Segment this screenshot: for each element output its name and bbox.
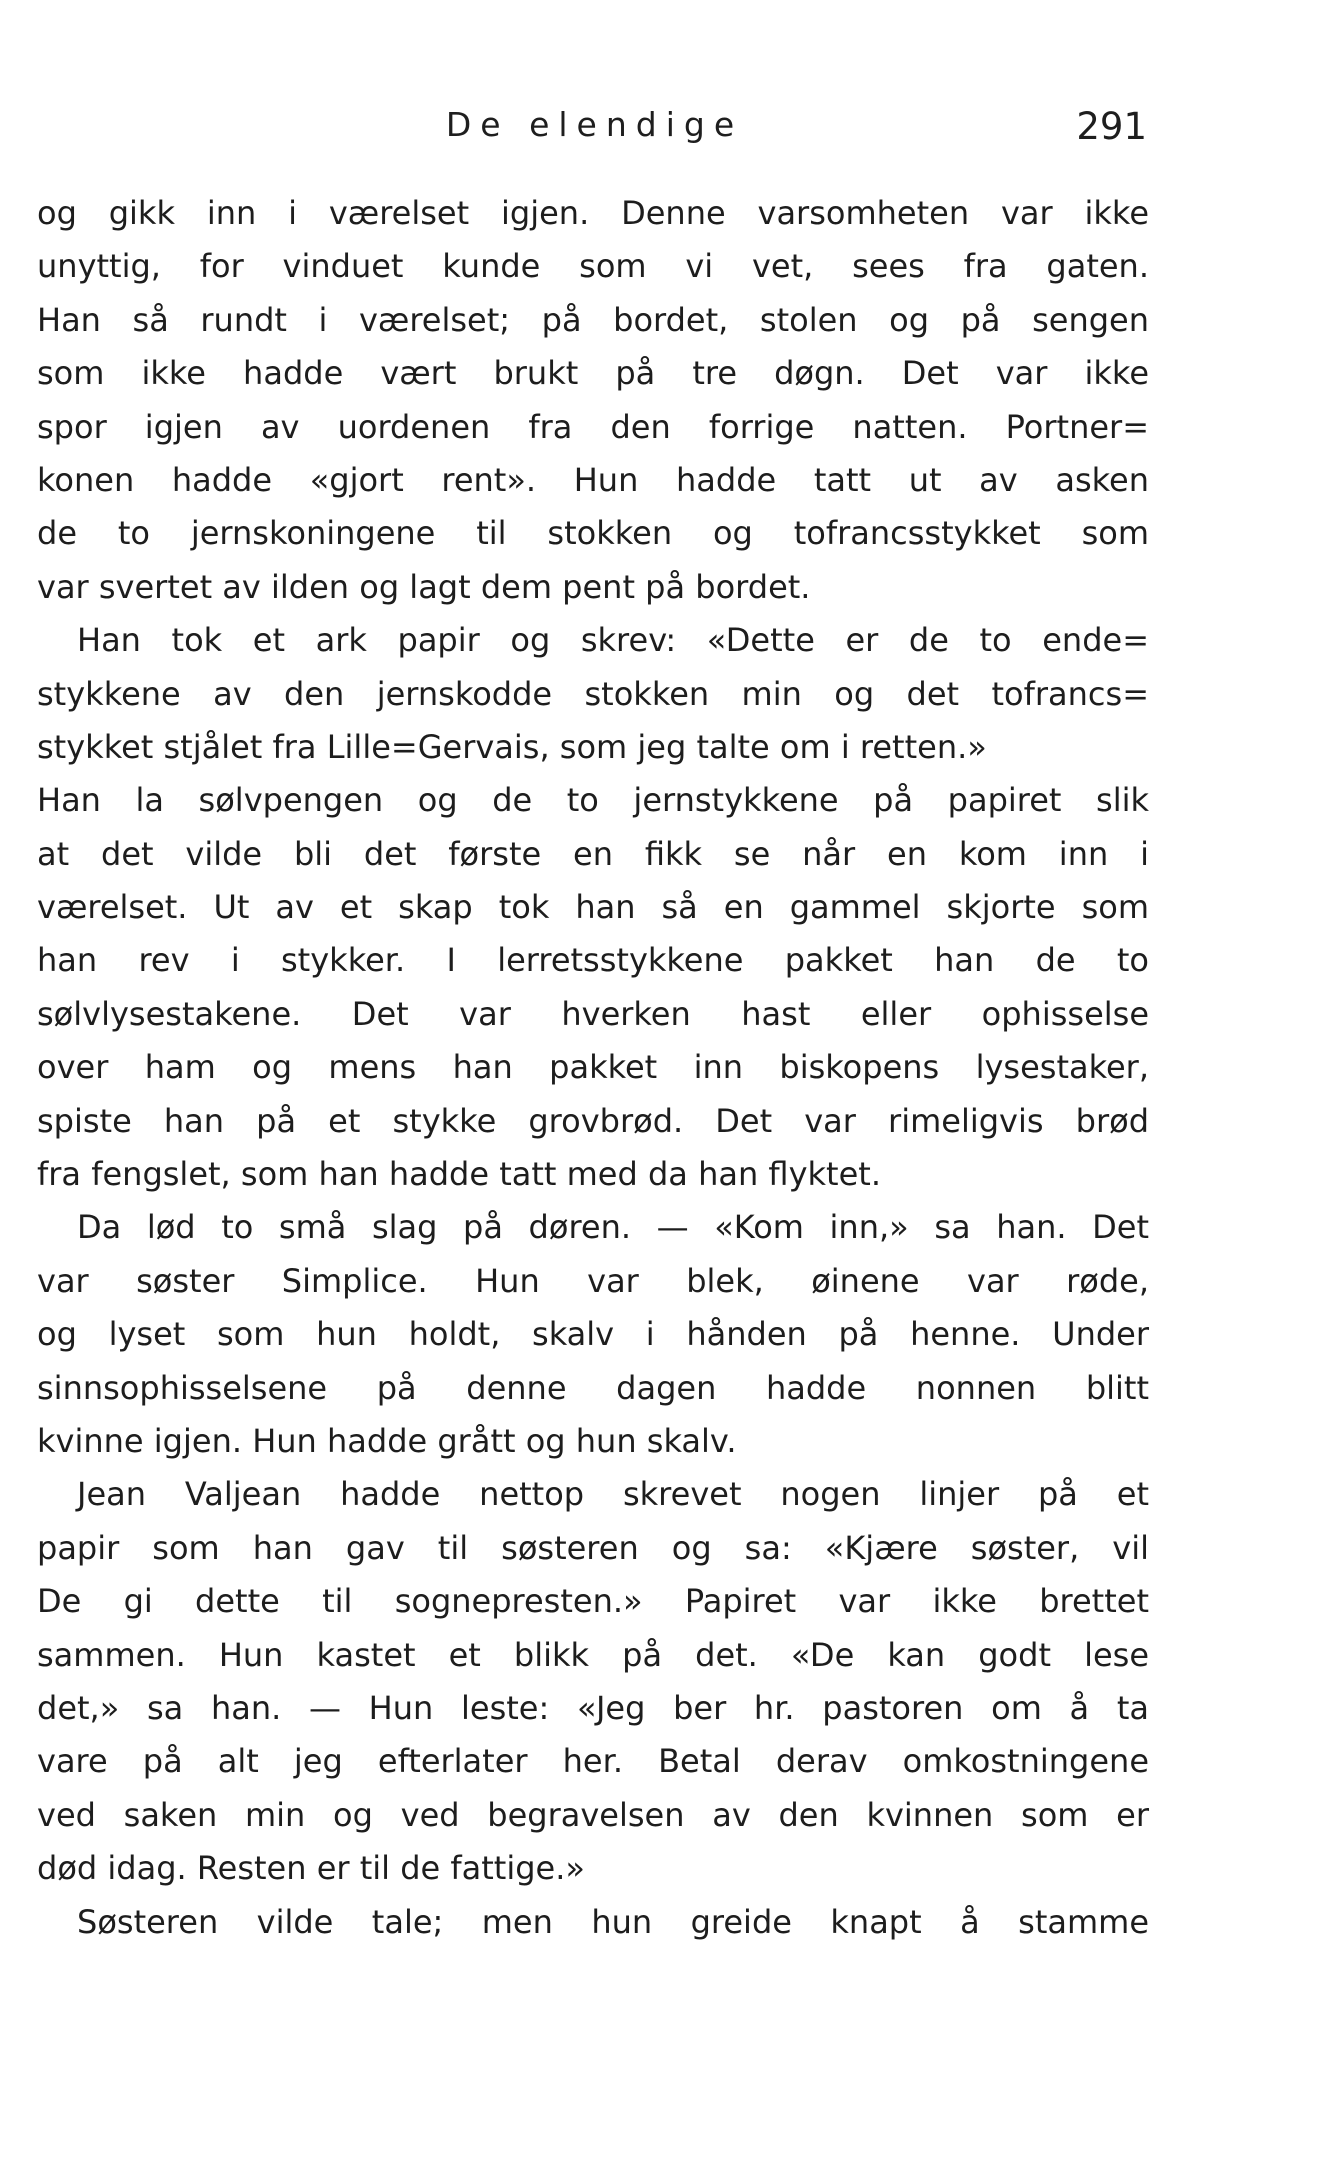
text-line: papir som han gav til søsteren og sa: «Kjære søster, vil bbox=[37, 1528, 1149, 1567]
text-line: ved saken min og ved begravelsen av den kvinnen som er bbox=[37, 1795, 1149, 1834]
text-line: unyttig, for vinduet kunde som vi vet, sees fra gaten. bbox=[37, 247, 1149, 286]
text-line: fra fengslet, som han hadde tatt med da han flyktet. bbox=[37, 1155, 881, 1194]
text-line: spor igjen av uordenen fra den forrige natten. Portner= bbox=[37, 407, 1149, 446]
text-line: værelset. Ut av et skap tok han så en gammel skjorte som bbox=[37, 888, 1149, 927]
text-line: og lyset som hun holdt, skalv i hånden på henne. Under bbox=[37, 1315, 1149, 1354]
text-line: over ham og mens han pakket inn biskopens lysestaker, bbox=[37, 1048, 1149, 1087]
page-header bbox=[42, 105, 1147, 165]
text-line: Han tok et ark papir og skrev: «Dette er de to ende= bbox=[77, 621, 1149, 660]
text-line: Da lød to små slag på døren. — «Kom inn,» sa han. Det bbox=[77, 1208, 1149, 1247]
text-line: stykkene av den jernskodde stokken min og det tofrancs= bbox=[37, 674, 1149, 713]
text-line: og gikk inn i værelset igjen. Denne varsomheten var ikke bbox=[37, 194, 1149, 232]
text-line: at det vilde bli det første en fikk se når en kom inn i bbox=[37, 834, 1149, 873]
text-line: Han la sølvpengen og de to jernstykkene på papiret slik bbox=[37, 781, 1149, 820]
text-line: var søster Simplice. Hun var blek, øinene var røde, bbox=[37, 1261, 1149, 1300]
text-line: spiste han på et stykke grovbrød. Det var rimeligvis brød bbox=[37, 1101, 1149, 1140]
text-line: Han så rundt i værelset; på bordet, stolen og på sengen bbox=[37, 300, 1149, 339]
page-number: 291 bbox=[1076, 105, 1147, 148]
text-line: konen hadde «gjort rent». Hun hadde tatt ut av asken bbox=[37, 460, 1149, 499]
text-line: som ikke hadde vært brukt på tre døgn. Det var ikke bbox=[37, 354, 1149, 393]
text-line: død idag. Resten er til de fattige.» bbox=[37, 1849, 585, 1888]
text-line: sinnsophisselsene på denne dagen hadde nonnen blitt bbox=[37, 1368, 1149, 1407]
text-line: Søsteren vilde tale; men hun greide knapt å stamme bbox=[77, 1902, 1149, 1941]
text-line: Jean Valjean hadde nettop skrevet nogen linjer på et bbox=[77, 1475, 1149, 1514]
body-text bbox=[37, 187, 1149, 1949]
text-line: han rev i stykker. I lerretsstykkene pakket han de to bbox=[37, 941, 1149, 980]
running-title: De elendige bbox=[445, 105, 744, 144]
text-line: vare på alt jeg efterlater her. Betal derav omkostningene bbox=[37, 1742, 1149, 1781]
text-line: stykket stjålet fra Lille=Gervais, som jeg talte om i retten.» bbox=[37, 727, 987, 766]
text-line: det,» sa han. — Hun leste: «Jeg ber hr. pastoren om å ta bbox=[37, 1688, 1149, 1727]
text-line: sølvlysestakene. Det var hverken hast eller ophisselse bbox=[37, 994, 1149, 1033]
text-line: kvinne igjen. Hun hadde grått og hun skalv. bbox=[37, 1421, 737, 1460]
text-line: var svertet av ilden og lagt dem pent på bordet. bbox=[37, 567, 811, 606]
text-line: De gi dette til sognepresten.» Papiret var ikke brettet bbox=[37, 1582, 1149, 1621]
text-line: de to jernskoningene til stokken og tofrancsstykket som bbox=[37, 514, 1149, 553]
text-line: sammen. Hun kastet et blikk på det. «De kan godt lese bbox=[37, 1635, 1149, 1674]
